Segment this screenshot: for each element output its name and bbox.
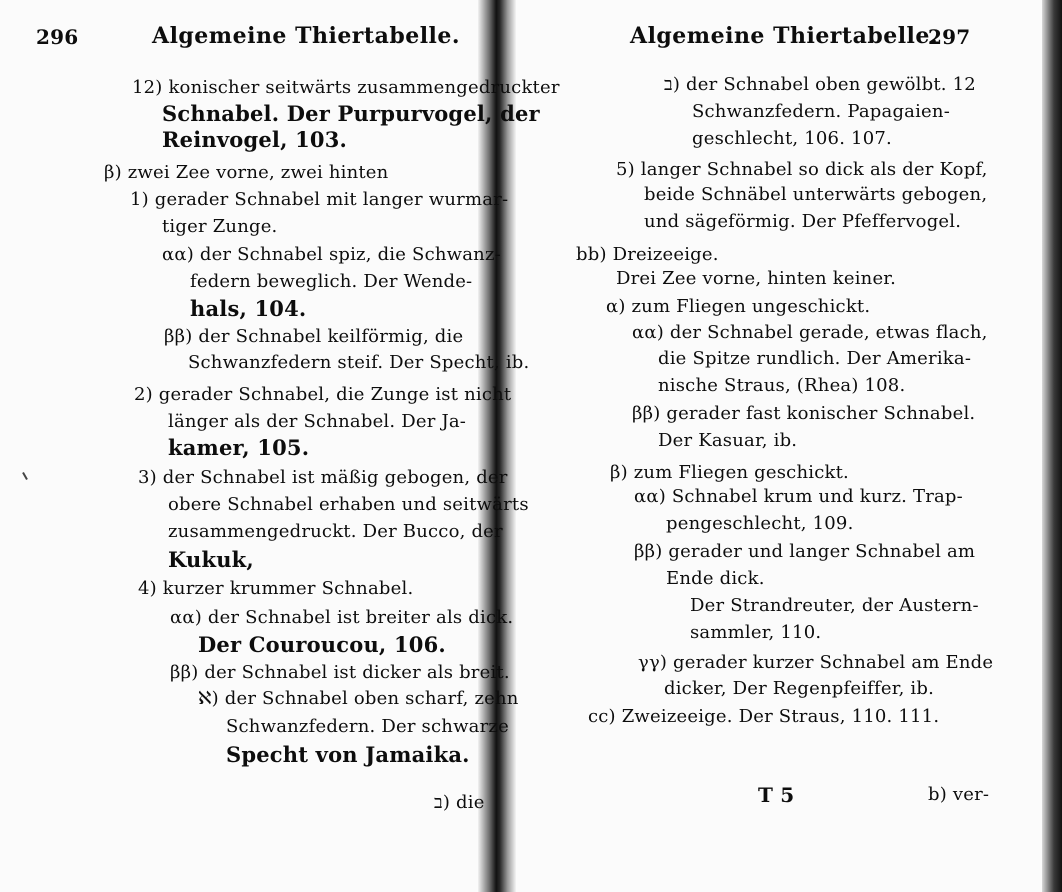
text-line: bb) Dreizeeige.	[576, 244, 719, 265]
text-line: länger als der Schnabel. Der Ja-	[168, 411, 467, 432]
text-line: Schwanzfedern steif. Der Specht, ib.	[188, 352, 530, 373]
text-line: Ende dick.	[666, 568, 765, 589]
text-line: die Spitze rundlich. Der Amerika-	[658, 348, 972, 369]
catchword: ב) die	[434, 792, 485, 813]
print-speck	[22, 472, 28, 480]
text-line: Schnabel. Der Purpurvogel, der	[162, 101, 540, 126]
text-line: hals, 104.	[190, 296, 307, 321]
running-head: Algemeine Thiertabelle.	[152, 23, 461, 49]
text-line: Kukuk,	[168, 547, 254, 572]
text-line: 1) gerader Schnabel mit langer wurmar-	[130, 189, 509, 210]
text-line: 3) der Schnabel ist mäßig gebogen, der	[138, 467, 508, 488]
text-line: ββ) der Schnabel ist dicker als breit.	[170, 662, 510, 683]
text-line: obere Schnabel erhaben und seitwärts	[168, 494, 529, 515]
page-edge-shadow	[1042, 0, 1062, 892]
text-line: und sägeförmig. Der Pfeffervogel.	[644, 211, 962, 232]
text-line: zusammengedruckt. Der Bucco, der	[168, 521, 503, 542]
text-line: β) zum Fliegen geschickt.	[610, 462, 849, 483]
text-line: 5) langer Schnabel so dick als der Kopf,	[616, 159, 988, 180]
text-line: α) zum Fliegen ungeschickt.	[606, 296, 871, 317]
text-line: αα) der Schnabel gerade, etwas flach,	[632, 322, 988, 343]
running-head: Algemeine Thiertabelle.	[630, 23, 939, 49]
text-line: Reinvogel, 103.	[162, 127, 348, 152]
text-line: tiger Zunge.	[162, 216, 278, 237]
text-line: γγ) gerader kurzer Schnabel am Ende	[638, 652, 994, 673]
text-line: dicker, Der Regenpfeiffer, ib.	[664, 678, 935, 699]
text-line: αα) der Schnabel spiz, die Schwanz-	[162, 244, 501, 265]
catchword: b) ver-	[928, 784, 990, 805]
text-line: 2) gerader Schnabel, die Zunge ist nicht	[134, 384, 512, 405]
signature-mark: T 5	[758, 783, 795, 807]
text-line: Specht von Jamaika.	[226, 742, 470, 767]
text-line: Schwanzfedern. Der schwarze	[226, 716, 509, 737]
text-line: cc) Zweizeeige. Der Straus, 110. 111.	[588, 706, 940, 727]
text-line: αα) der Schnabel ist breiter als dick.	[170, 607, 514, 628]
text-line: pengeschlecht, 109.	[666, 513, 854, 534]
text-line: beide Schnäbel unterwärts gebogen,	[644, 184, 988, 205]
text-line: Der Couroucou, 106.	[198, 632, 446, 657]
text-line: sammler, 110.	[690, 622, 822, 643]
text-line: Drei Zee vorne, hinten keiner.	[616, 268, 897, 289]
text-line: ββ) gerader und langer Schnabel am	[634, 541, 976, 562]
text-line: 4) kurzer krummer Schnabel.	[138, 578, 414, 599]
text-line: ℵ) der Schnabel oben scharf, zehn	[198, 688, 519, 709]
text-line: federn beweglich. Der Wende-	[190, 271, 473, 292]
text-line: ββ) gerader fast konischer Schnabel.	[632, 403, 976, 424]
right-page	[516, 0, 1042, 892]
text-line: 12) konischer seitwärts zusammengedruckter	[132, 77, 560, 98]
book-gutter	[478, 0, 516, 892]
text-line: ב) der Schnabel oben gewölbt. 12	[664, 74, 976, 95]
text-line: αα) Schnabel krum und kurz. Trap-	[634, 486, 963, 507]
text-line: Schwanzfedern. Papagaien-	[692, 101, 950, 122]
text-line: β) zwei Zee vorne, zwei hinten	[104, 162, 389, 183]
text-line: Der Strandreuter, der Austern-	[690, 595, 979, 616]
page-number: 296	[36, 25, 79, 49]
text-line: ββ) der Schnabel keilförmig, die	[164, 326, 464, 347]
text-line: kamer, 105.	[168, 435, 310, 460]
page-number: 297	[928, 25, 971, 49]
text-line: nische Straus, (Rhea) 108.	[658, 375, 906, 396]
text-line: Der Kasuar, ib.	[658, 430, 798, 451]
text-line: geschlecht, 106. 107.	[692, 128, 892, 149]
